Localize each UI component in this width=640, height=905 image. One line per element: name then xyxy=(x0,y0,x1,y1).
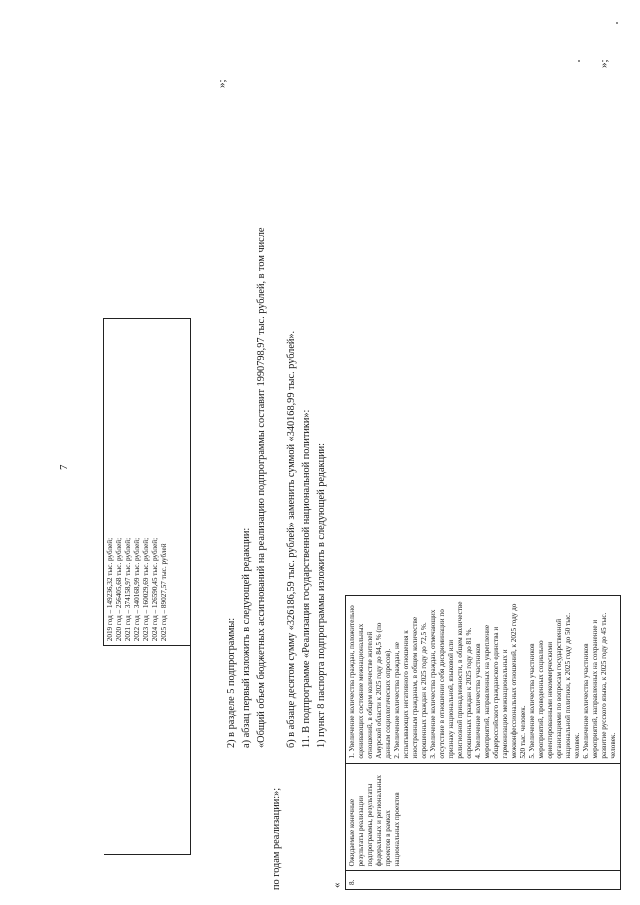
result-item: 4. Увеличение количества участников мероприятий, направленных на укрепление общероссийского гражданского единства и гармонизацию межнациональных и межконфессиональных отношений, к 2025 году до 520 тыс. человек. xyxy=(474,603,527,759)
row-label-cell: Ожидаемые конечные результаты реализации подпрограммы, результаты федеральных и региональных проектов в рамках национальных проектов xyxy=(346,763,621,871)
year-line: 2024 год – 126590,45 тыс. рублей; xyxy=(151,537,159,642)
bottom-table-block xyxy=(345,595,621,890)
years-cell xyxy=(104,319,191,646)
body-line-5: б) в абзаце десятом сумму «326186,59 тыс. рублей» заменить суммой «340168,99 тыс. рублей». xyxy=(286,330,297,748)
body-line-1: 2) в разделе 5 подпрограммы: xyxy=(226,617,237,748)
scan-speck xyxy=(616,22,618,24)
body-line-4: по годам реализации:»; xyxy=(271,787,282,890)
result-item: 1. Увеличение количества граждан, положительно оценивающих состояние межнациональных отношений, в общем количестве жителей Амурской области к 2025 году до 84,5 % (по данным социологических опросов). xyxy=(348,605,392,759)
year-line: 2021 год – 374158,97 тыс. рублей; xyxy=(124,537,132,642)
closing-mark-bottom: »; xyxy=(598,59,610,68)
body-line-3: «Общий объем бюджетных ассигнований на реализацию подпрограммы составит 1990798,97 тыс. рублей, в том числе xyxy=(256,227,267,748)
top-table-block xyxy=(103,318,191,855)
year-line: 2020 год – 256405,68 тыс. рублей; xyxy=(115,537,123,642)
results-cell xyxy=(346,596,621,764)
funding-years-table xyxy=(103,318,191,855)
body-line-2: а) абзац первый изложить в следующей редакции: xyxy=(241,527,252,748)
row-number-cell: 8. xyxy=(346,871,621,890)
passport-table xyxy=(345,595,621,890)
result-item: 5. Увеличение количества участников мероприятий, проведенных социально ориентированными некоммерческими организациями по вопросам государственной национальной политики, к 2025 году до 50 тыс. человек. xyxy=(528,612,581,759)
scan-speck xyxy=(578,60,580,62)
page-number: 7 xyxy=(58,464,70,470)
empty-label-cell xyxy=(104,646,191,855)
year-line: 2023 год – 160029,69 тыс. рублей; xyxy=(142,537,150,642)
year-line: 2025 год – 89027,57 тыс. рублей xyxy=(160,543,168,642)
result-item: 2. Увеличение количества граждан, не испытывающих негативного отношения к иностранным гражданам, в общем количестве опрошенных граждан к 2025 году до 72,5 %. xyxy=(393,616,428,759)
result-item: 6. Увеличение количества участников мероприятий, направленных на сохранение и развитие русского языка, к 2025 году до 45 тыс. человек. xyxy=(582,612,617,759)
year-line: 2022 год – 340168,99 тыс. рублей; xyxy=(133,537,141,642)
body-line-7: 1) пункт 8 паспорта подпрограммы изложить в следующей редакции: xyxy=(316,443,327,748)
year-line: 2019 год – 149236,32 тыс. рублей; xyxy=(106,537,114,642)
closing-mark-top: »; xyxy=(216,79,228,88)
open-quote: « xyxy=(331,882,343,888)
body-line-6: 11. В подпрограмме «Реализация государственной национальной политики»: xyxy=(301,409,312,748)
result-item: 3. Увеличение количества граждан, отмечающих отсутствие в отношении себя дискриминации по признаку национальной, языковой или религиозной принадлежности, в общем количестве опрошенных граждан к 2025 году до 81 %. xyxy=(429,601,473,759)
